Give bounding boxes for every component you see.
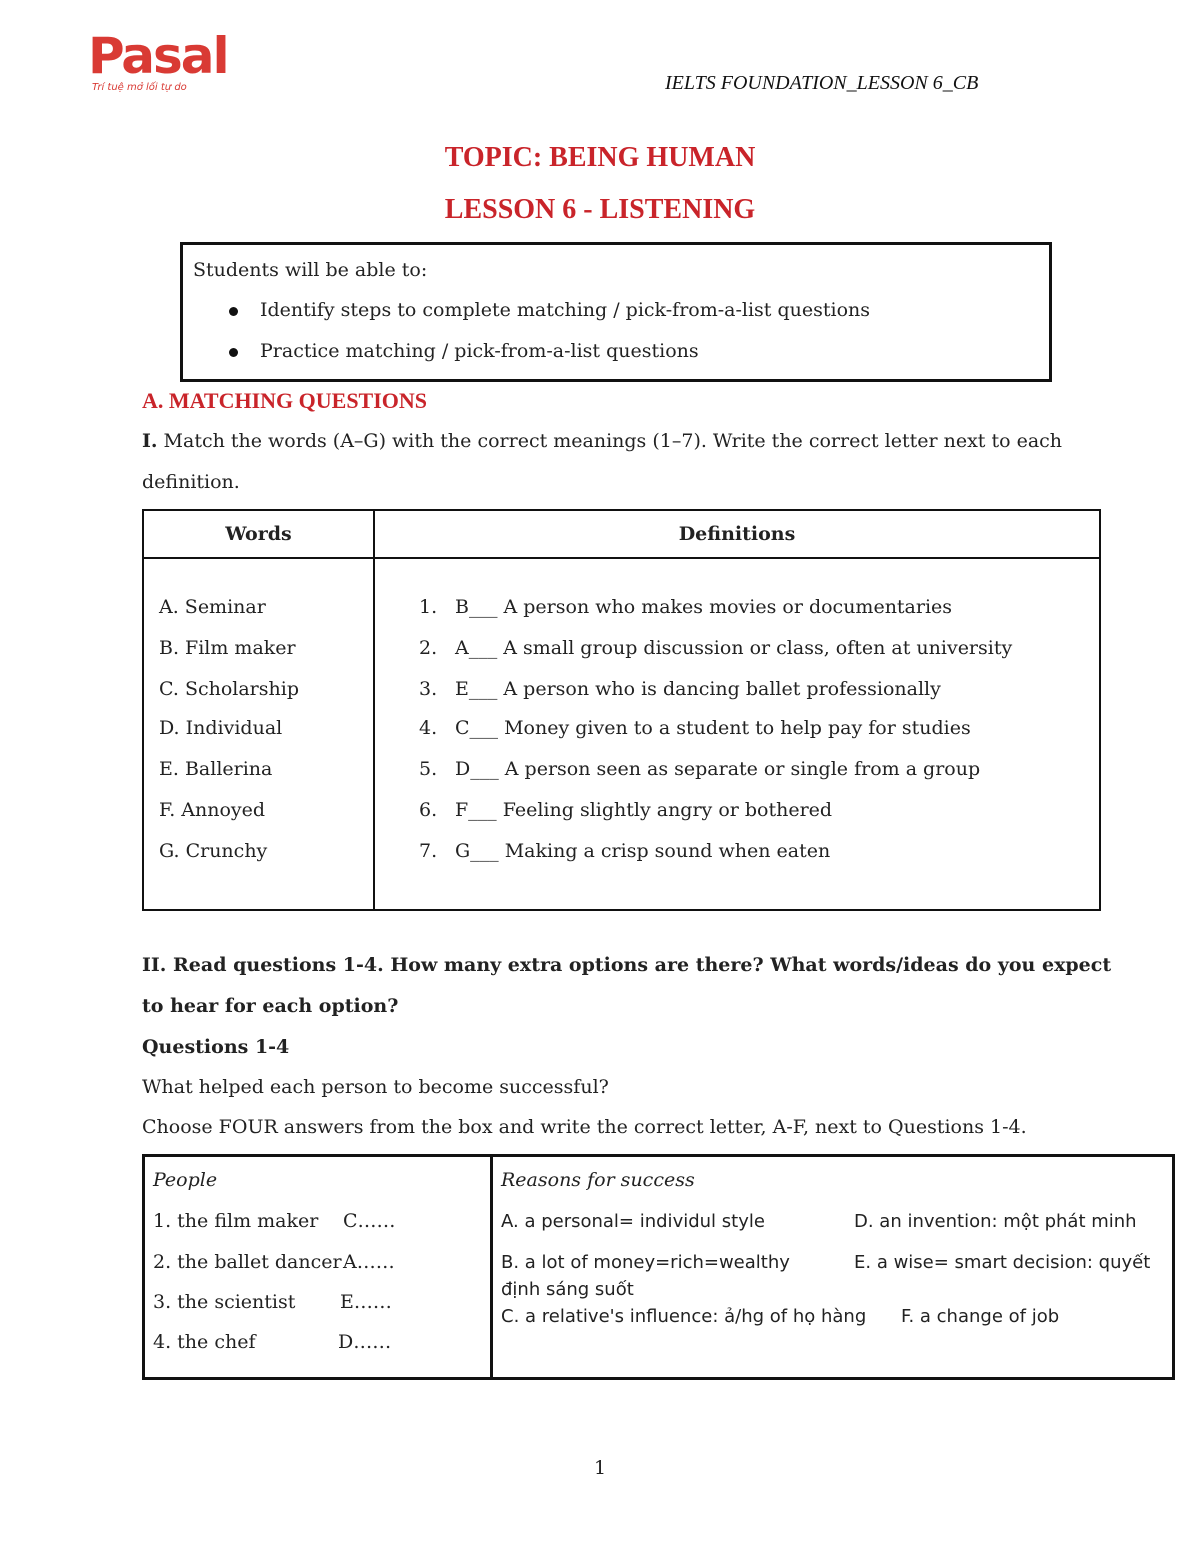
objectives-box — [180, 242, 1052, 382]
person-answer: C…… — [343, 1210, 396, 1232]
word-item: E. Ballerina — [159, 758, 273, 780]
section-ii-heading: II. Read questions 1-4. How many extra options are there? What words/ideas do you expect — [142, 954, 1112, 976]
bullet-icon — [229, 348, 238, 357]
definition-item: 1. B___ A person who makes movies or documentaries — [419, 596, 953, 618]
word-item: G. Crunchy — [159, 840, 268, 862]
header-course-label: IELTS FOUNDATION_LESSON 6_CB — [665, 72, 979, 94]
reason-option-a: A. a personal= individul style — [501, 1211, 765, 1232]
words-cell — [143, 558, 374, 910]
question-instruction: Choose FOUR answers from the box and write the correct letter, A-F, next to Questions 1-4. — [142, 1116, 1027, 1138]
reason-option-c: C. a relative's influence: ả/hg of họ hàng — [501, 1306, 867, 1327]
bullet-icon — [229, 307, 238, 316]
person-item: 3. the scientist — [153, 1291, 296, 1313]
questions-label: Questions 1-4 — [142, 1036, 290, 1058]
objective-item: Practice matching / pick-from-a-list questions — [229, 340, 699, 362]
person-answer: E…… — [340, 1291, 392, 1313]
section-a-heading: A. MATCHING QUESTIONS — [142, 388, 428, 413]
word-item: F. Annoyed — [159, 799, 266, 821]
person-item: 4. the chef — [153, 1331, 256, 1353]
logo-tagline: Trí tuệ mở lối tự do — [92, 82, 187, 93]
definition-item: 6. F___ Feeling slightly angry or bothered — [419, 799, 833, 821]
people-heading: People — [153, 1169, 218, 1191]
objective-item: Identify steps to complete matching / pick-from-a-list questions — [229, 299, 870, 321]
definition-item: 3. E___ A person who is dancing ballet professionally — [419, 678, 941, 700]
section-ii-heading-cont: to hear for each option? — [142, 995, 399, 1017]
matching-table — [142, 509, 1101, 911]
reason-option-d: D. an invention: một phát minh — [854, 1211, 1137, 1232]
word-item: C. Scholarship — [159, 678, 299, 700]
definition-item: 5. D___ A person seen as separate or single from a group — [419, 758, 981, 780]
person-answer: D…… — [338, 1331, 392, 1353]
reason-option-f: F. a change of job — [901, 1306, 1060, 1327]
column-header-words: Words — [143, 510, 374, 558]
word-item: B. Film maker — [159, 637, 296, 659]
topic-title: TOPIC: BEING HUMAN — [444, 142, 756, 173]
objectives-intro: Students will be able to: — [193, 259, 428, 281]
reason-option-e: E. a wise= smart decision: quyết — [854, 1252, 1151, 1273]
definition-item: 4. C___ Money given to a student to help pay for studies — [419, 717, 971, 739]
page-number: 1 — [593, 1457, 607, 1479]
definitions-cell — [374, 558, 1100, 910]
word-item: A. Seminar — [159, 596, 266, 618]
logo-wordmark: Pasal — [88, 27, 228, 85]
lesson-title: LESSON 6 - LISTENING — [444, 194, 756, 225]
person-answer: A…… — [343, 1251, 395, 1273]
definition-item: 2. A___ A small group discussion or class, often at university — [419, 637, 1013, 659]
person-item: 1. the film maker — [153, 1210, 319, 1232]
question-prompt: What helped each person to become successful? — [142, 1076, 609, 1098]
task-1-instruction: I. Match the words (A–G) with the correct meanings (1–7). Write the correct letter next to each — [142, 430, 1063, 452]
reason-option-e-cont: định sáng suốt — [501, 1279, 634, 1300]
column-header-definitions: Definitions — [374, 510, 1100, 558]
box-divider — [490, 1157, 493, 1377]
task-1-instruction-cont: definition. — [142, 471, 240, 493]
people-reasons-box — [142, 1154, 1175, 1380]
reason-option-b: B. a lot of money=rich=wealthy — [501, 1252, 790, 1273]
word-item: D. Individual — [159, 717, 283, 739]
brand-logo — [88, 27, 228, 102]
person-item: 2. the ballet dancer — [153, 1251, 342, 1273]
reasons-heading: Reasons for success — [501, 1169, 695, 1191]
definition-item: 7. G___ Making a crisp sound when eaten — [419, 840, 831, 862]
